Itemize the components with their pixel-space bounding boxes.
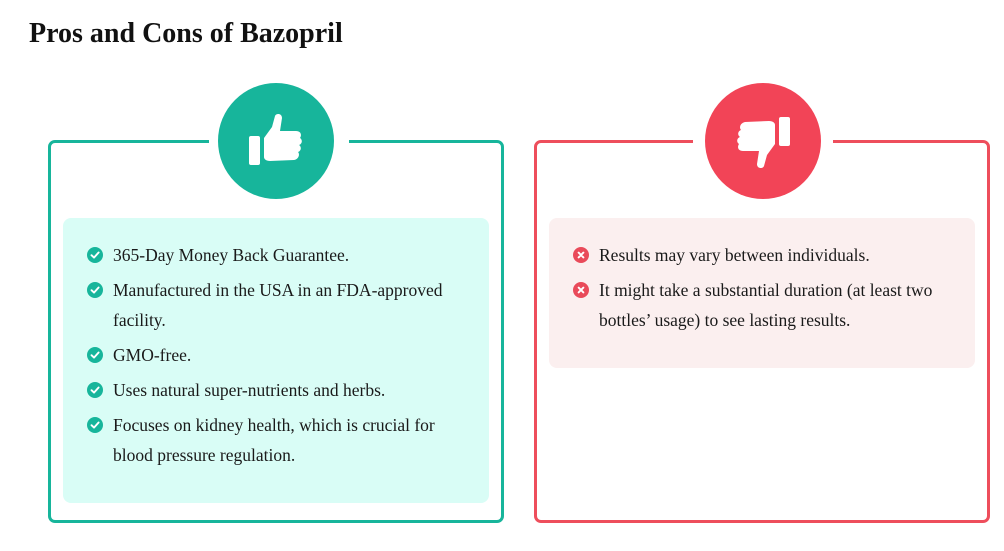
x-circle-icon (573, 247, 589, 263)
pros-item-text: Manufactured in the USA in an FDA-approved facility. (113, 280, 443, 330)
cons-item-text: It might take a substantial duration (at least two bottles’ usage) to see lasting results. (599, 280, 933, 330)
page-title: Pros and Cons of Bazopril (29, 18, 343, 49)
cons-card (534, 140, 990, 523)
pros-list-item (87, 410, 465, 470)
cons-item-text: Results may vary between individuals. (599, 245, 870, 265)
pros-item-text: Focuses on kidney health, which is crucial for blood pressure regulation. (113, 415, 435, 465)
check-circle-icon (87, 282, 103, 298)
pros-item-text: 365-Day Money Back Guarantee. (113, 245, 350, 265)
thumbs-up-icon (248, 113, 304, 169)
cons-list-box (549, 218, 975, 368)
check-circle-icon (87, 247, 103, 263)
pros-list-item (87, 375, 465, 405)
pros-list-item (87, 340, 465, 370)
pros-item-text: GMO-free. (113, 345, 192, 365)
pros-list-box (63, 218, 489, 503)
check-circle-icon (87, 347, 103, 363)
pros-list (87, 240, 465, 470)
check-circle-icon (87, 382, 103, 398)
pros-list-item (87, 275, 465, 335)
thumbs-down-icon (735, 113, 791, 169)
pros-card (48, 140, 504, 523)
pros-item-text: Uses natural super-nutrients and herbs. (113, 380, 386, 400)
pros-list-item (87, 240, 465, 270)
pros-badge (218, 83, 334, 199)
x-circle-icon (573, 282, 589, 298)
cons-list (573, 240, 951, 335)
cons-list-item (573, 240, 951, 270)
cons-list-item (573, 275, 951, 335)
check-circle-icon (87, 417, 103, 433)
cons-badge (705, 83, 821, 199)
